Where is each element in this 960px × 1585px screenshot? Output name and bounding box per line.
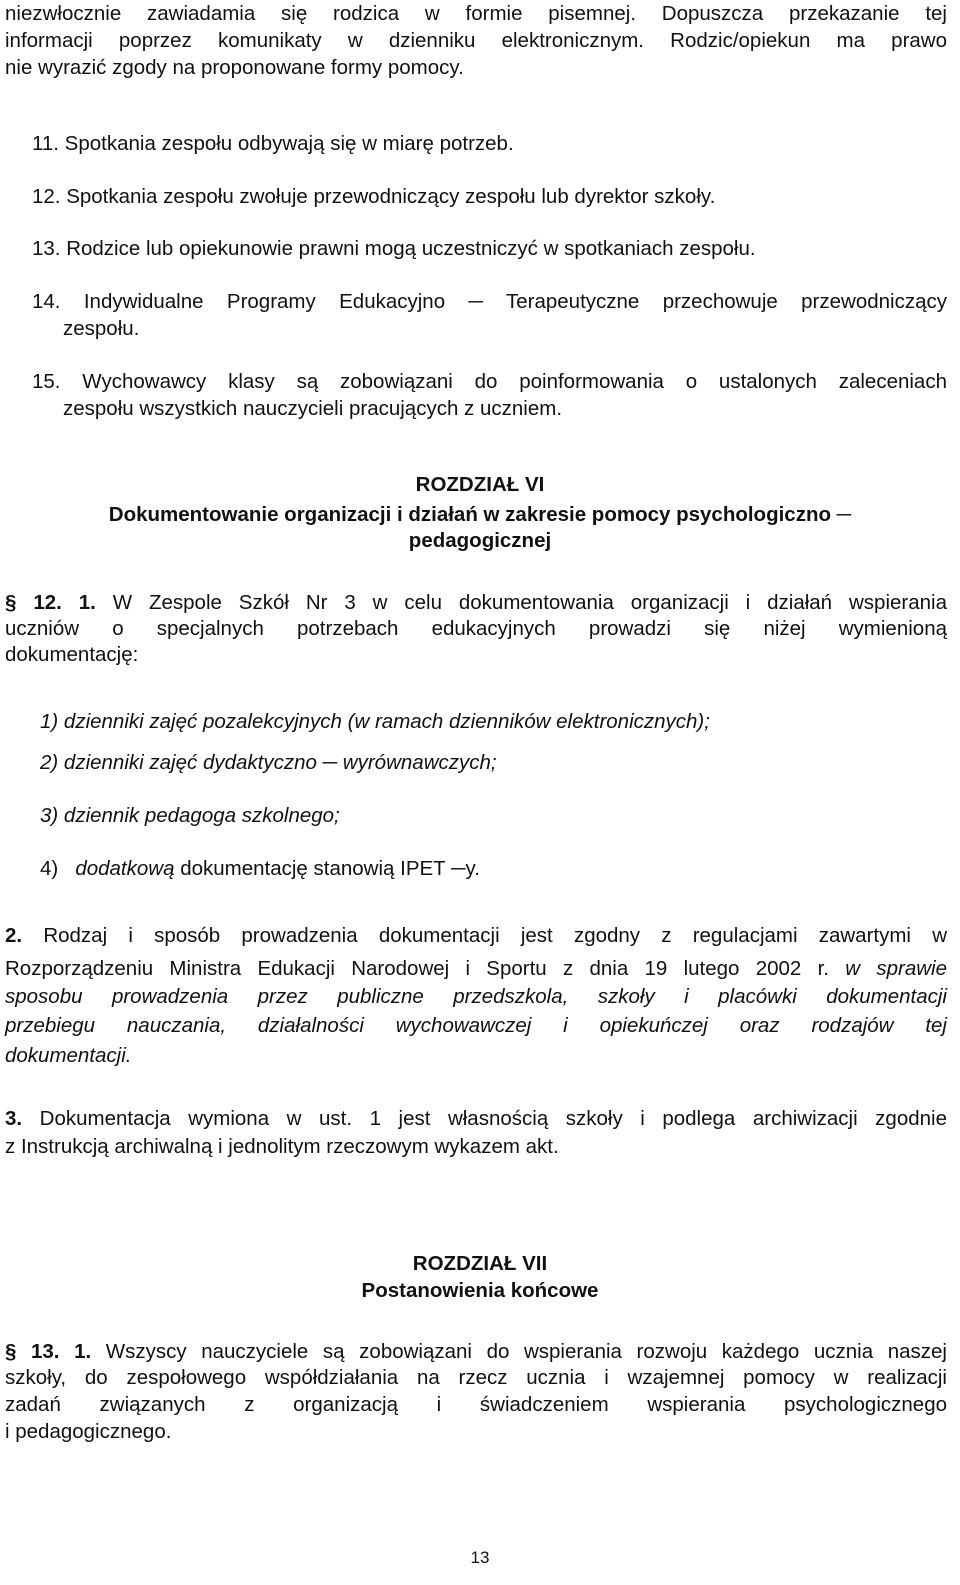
par-12-ust-2-number: 2.	[5, 924, 23, 947]
par-12-ust-2-line-4: przebiegu nauczania, działalności wychowawczej i opiekuńczej oraz rodzajów tej	[5, 1014, 947, 1037]
par-12-ust-2-line-1-text: Rodzaj i sposób prowadzenia dokumentacji jest zgodny z regulacjami zawartymi w	[22, 924, 947, 947]
doc-list-item-3: 3) dziennik pedagoga szkolnego;	[40, 804, 340, 827]
chapter-7-subtitle: Postanowienia końcowe	[361, 1279, 599, 1302]
par-12-line-1	[5, 590, 947, 616]
par-13-number: 13. 1.	[31, 1340, 92, 1363]
par-13-line-1	[5, 1339, 947, 1365]
chapter-7-title: ROZDZIAŁ VII	[412, 1252, 548, 1275]
point-11: 11. Spotkania zespołu odbywają się w miarę potrzeb.	[32, 132, 514, 155]
doc-list-item-4-text: dokumentację stanowią IPET ─y.	[174, 857, 480, 880]
doc-list-item-4-italic: dodatkową	[75, 857, 175, 880]
par-12-ust-3-line-1	[5, 1106, 947, 1132]
par-12-ust-2-line-2	[5, 956, 947, 982]
par-12-ust-2-line-3: sposobu prowadzenia przez publiczne przedszkola, szkoły i placówki dokumentacji	[5, 985, 947, 1008]
point-13: 13. Rodzice lub opiekunowie prawni mogą uczestniczyć w spotkaniach zespołu.	[32, 237, 756, 260]
par-12-ust-2-line-1	[5, 923, 947, 949]
page-number: 13	[470, 1548, 490, 1567]
par-12-line-2: uczniów o specjalnych potrzebach edukacyjnych prowadzi się niżej wymienioną	[5, 617, 947, 640]
par-13-line-3: zadań związanych z organizacją i świadczeniem wspierania psychologicznego	[5, 1393, 947, 1416]
point-15-line-2: zespołu wszystkich nauczycieli pracujących z uczniem.	[63, 397, 563, 420]
par-12-ust-3-number: 3.	[5, 1107, 23, 1130]
doc-list-item-1: 1) dzienniki zajęć pozalekcyjnych (w ramach dzienników elektronicznych);	[40, 710, 710, 733]
par-13-line-4: i pedagogicznego.	[5, 1420, 172, 1443]
par-13-line-1-text: Wszyscy nauczyciele są zobowiązani do wspierania rozwoju każdego ucznia naszej	[91, 1340, 947, 1363]
chapter-6-subtitle-line-2: pedagogicznej	[408, 529, 552, 552]
doc-list-item-4	[40, 856, 480, 882]
point-14-line-2: zespołu.	[63, 317, 140, 340]
doc-list-item-2: 2) dzienniki zajęć dydaktyczno ─ wyrównawczych;	[40, 751, 497, 774]
intro-line-2: informacji poprzez komunikaty w dzienniku elektronicznym. Rodzic/opiekun ma prawo	[5, 29, 947, 52]
chapter-6-subtitle-line-1: Dokumentowanie organizacji i działań w zakresie pomocy psychologiczno ─	[108, 503, 852, 526]
point-12: 12. Spotkania zespołu zwołuje przewodniczący zespołu lub dyrektor szkoły.	[32, 185, 716, 208]
intro-line-3: nie wyrazić zgody na proponowane formy pomocy.	[5, 56, 464, 79]
par-12-ust-2-line-2-text: Rozporządzeniu Ministra Edukacji Narodowej i Sportu z dnia 19 lutego 2002 r.	[5, 957, 846, 980]
par-12-ust-3-line-1-text: Dokumentacja wymiona w ust. 1 jest własnością szkoły i podlega archiwizacji zgodnie	[22, 1107, 947, 1130]
par-12-number: 12. 1.	[33, 591, 96, 614]
point-14-line-1: 14. Indywidualne Programy Edukacyjno ─ Terapeutyczne przechowuje przewodniczący	[32, 290, 947, 313]
point-15-line-1: 15. Wychowawcy klasy są zobowiązani do poinformowania o ustalonych zaleceniach	[32, 370, 947, 393]
intro-line-1: niezwłocznie zawiadamia się rodzica w formie pisemnej. Dopuszcza przekazanie tej	[5, 2, 947, 25]
par-13-line-2: szkoły, do zespołowego współdziałania na rzecz ucznia i wzajemnej pomocy w realizacji	[5, 1366, 947, 1389]
par-12-line-3: dokumentację:	[5, 643, 139, 666]
par-12-ust-3-line-2: z Instrukcją archiwalną i jednolitym rzeczowym wykazem akt.	[5, 1135, 559, 1158]
par-12-ust-2-line-5: dokumentacji.	[5, 1044, 132, 1067]
chapter-6-title: ROZDZIAŁ VI	[415, 473, 545, 496]
paragraph-symbol: §	[5, 591, 17, 614]
par-12-line-1-text: W Zespole Szkół Nr 3 w celu dokumentowania organizacji i działań wspierania	[112, 591, 947, 614]
par-12-ust-2-line-2-italic: w sprawie	[845, 957, 947, 980]
paragraph-symbol: §	[5, 1340, 17, 1363]
doc-list-item-4-number: 4)	[40, 857, 76, 880]
